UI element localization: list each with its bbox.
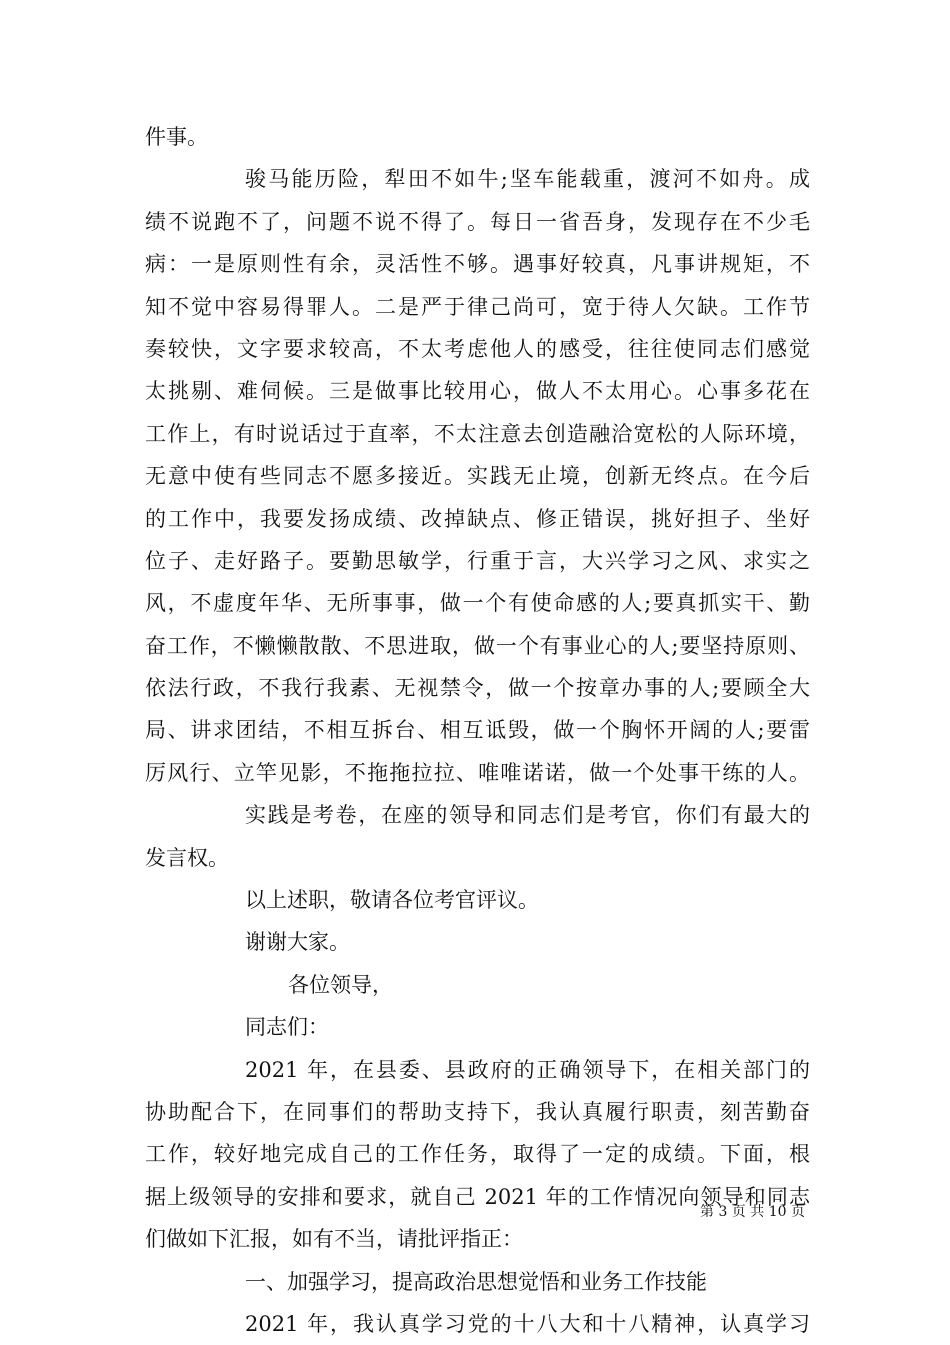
text-line: 工作，较好地完成自己的工作任务，取得了一定的成绩。下面，根 [145, 1142, 810, 1167]
text-line: 以上述职，敬请各位考官评议。 [245, 888, 539, 913]
text-line: 位子、走好路子。要勤思敏学，行重于言，大兴学习之风、求实之 [145, 548, 810, 573]
salutation-line: 各位领导， [288, 972, 393, 997]
text-line: 病：一是原则性有余，灵活性不够。遇事好较真，凡事讲规矩，不 [145, 252, 810, 277]
text-line: 谢谢大家。 [245, 930, 350, 955]
text-line: 奋工作，不懒懒散散、不思进取，做一个有事业心的人;要坚持原则、 [145, 633, 810, 658]
text-line: 件事。 [145, 125, 208, 149]
salutation-line: 同志们： [245, 1015, 329, 1040]
text-line: 工作上，有时说话过于直率，不太注意去创造融洽宽松的人际环境， [145, 421, 810, 446]
text-line: 发言权。 [145, 845, 229, 870]
text-line: 2021 年，在县委、县政府的正确领导下，在相关部门的 [245, 1057, 810, 1082]
text-line: 实践是考卷，在座的领导和同志们是考官，你们有最大的 [245, 803, 810, 828]
text-line: 依法行政，不我行我素、无视禁令，做一个按章办事的人;要顾全大 [145, 676, 810, 701]
text-line: 协助配合下，在同事们的帮助支持下，我认真履行职责，刻苦勤奋 [145, 1099, 810, 1124]
page-number: 第 3 页 共 10 页 [700, 1204, 805, 1220]
text-line: 奏较快，文字要求较高，不太考虑他人的感受，往往使同志们感觉 [145, 336, 810, 361]
text-line: 知不觉中容易得罪人。二是严于律己尚可，宽于待人欠缺。工作节 [145, 294, 810, 319]
text-line: 无意中使有些同志不愿多接近。实践无止境，创新无终点。在今后 [145, 464, 810, 489]
text-line: 们做如下汇报，如有不当，请批评指正： [145, 1227, 523, 1252]
text-line: 局、讲求团结，不相互拆台、相互诋毁，做一个胸怀开阔的人;要雷 [145, 718, 810, 743]
text-line: 厉风行、立竿见影，不拖拖拉拉、唯唯诺诺，做一个处事干练的人。 [145, 760, 810, 785]
body-text [145, 116, 810, 1345]
text-line: 的工作中，我要发扬成绩、改掉缺点、修正错误，挑好担子、坐好 [145, 506, 810, 531]
section-heading: 一、加强学习，提高政治思想觉悟和业务工作技能 [245, 1269, 707, 1294]
text-line: 骏马能历险，犁田不如牛;坚车能载重，渡河不如舟。成 [245, 167, 810, 192]
text-line: 2021 年，我认真学习党的十八大和十八精神，认真学习 [245, 1311, 810, 1336]
text-line: 绩不说跑不了，问题不说不得了。每日一省吾身，发现存在不少毛 [145, 209, 810, 234]
text-line: 太挑剔、难伺候。三是做事比较用心，做人不太用心。心事多花在 [145, 379, 810, 404]
text-line: 据上级领导的安排和要求，就自己 2021 年的工作情况向领导和同志 [145, 1184, 810, 1209]
text-line: 风，不虚度年华、无所事事，做一个有使命感的人;要真抓实干、勤 [145, 591, 810, 616]
